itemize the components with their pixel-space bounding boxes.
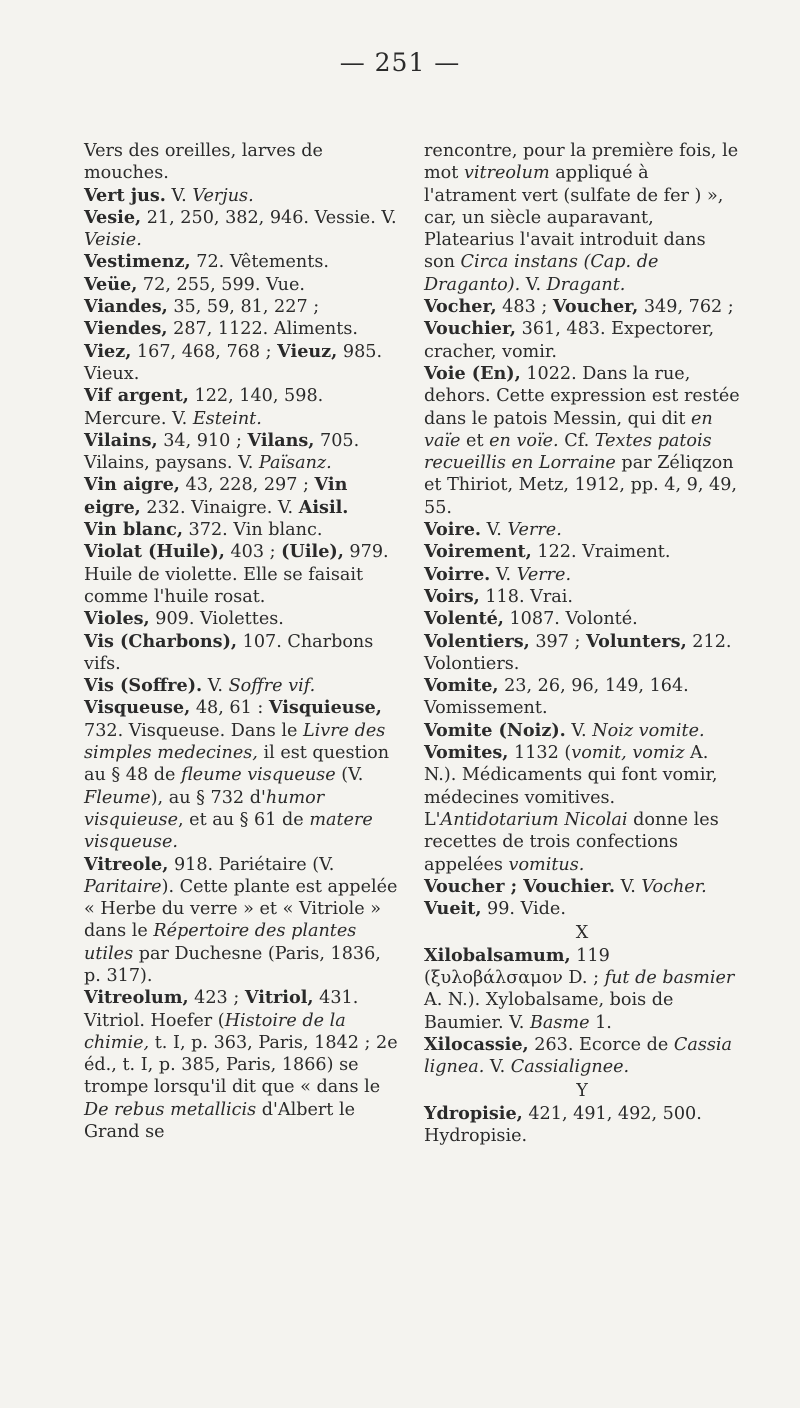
entry-text: V.	[615, 876, 642, 897]
italic-text: Veisie.	[84, 230, 142, 251]
right-column	[424, 140, 740, 1147]
headword: Voire.	[424, 519, 482, 541]
section-letter: X	[575, 923, 589, 944]
glossary-entry	[84, 675, 400, 697]
entry-text: d'Albert le Grand se	[84, 1099, 356, 1143]
glossary-entry	[84, 251, 400, 273]
entry-text: 35, 59, 81, 227 ;	[167, 297, 320, 318]
entry-text: 372. Vin blanc.	[182, 520, 323, 541]
glossary-entry	[84, 697, 400, 853]
headword: Visquieuse,	[268, 697, 382, 719]
headword: Violes,	[84, 608, 150, 630]
entry-text: 122. Vraiment.	[531, 542, 671, 563]
glossary-entry	[84, 296, 400, 341]
entry-text: 918. Pariétaire (V.	[168, 854, 335, 875]
entry-text: 263. Ecorce de	[528, 1034, 674, 1055]
headword: Vestimenz,	[84, 251, 191, 273]
entry-text: 483 ;	[496, 297, 553, 318]
headword: Vin blanc,	[84, 519, 183, 541]
italic-text: Noiz vomite.	[592, 720, 705, 741]
headword: Voirre.	[424, 563, 491, 585]
glossary-entry	[424, 945, 740, 1034]
italic-text: Basme	[529, 1012, 590, 1033]
italic-text: Soffre vif.	[228, 676, 316, 697]
headword: Volunters,	[586, 630, 687, 652]
glossary-entry	[424, 898, 740, 920]
entry-text: 909. Violettes.	[149, 609, 284, 630]
headword: Volentiers,	[424, 630, 530, 652]
left-column	[84, 140, 400, 1143]
entry-text: t. I, p. 363, Paris, 1842 ; 2e éd., t. I, p. 385, Paris, 1866) se trompe lorsqu'il dit que « dans le	[84, 1032, 398, 1098]
headword: Vomites,	[424, 742, 509, 764]
italic-text: Textes patois recueillis en Lorraine	[424, 430, 712, 474]
section-letter: Y	[576, 1081, 588, 1102]
entry-text: ), au § 732 d'	[150, 787, 266, 808]
glossary-entry	[84, 631, 400, 676]
glossary-entry	[424, 541, 740, 563]
headword: Vert jus.	[84, 184, 166, 206]
entry-text: rencontre, pour la première fois, le mot	[424, 141, 739, 184]
headword: Vin eigre,	[84, 474, 348, 518]
entry-text: Vers des oreilles, larves de mouches.	[84, 141, 323, 184]
entry-text: 212. Volontiers.	[424, 631, 732, 674]
headword: Ydropisie,	[424, 1102, 523, 1124]
entry-text: 403 ;	[224, 542, 282, 563]
italic-text: fut de basmier	[604, 967, 735, 988]
italic-text: Circa instans (Cap. de Draganto).	[424, 252, 659, 295]
entry-text: par Duchesne (Paris, 1836, p. 317).	[84, 943, 381, 986]
glossary-entry	[84, 185, 400, 207]
headword: Voirs,	[424, 585, 480, 607]
glossary-entry	[84, 854, 400, 988]
entry-text: 1.	[589, 1012, 612, 1033]
headword: Vieuz,	[277, 340, 338, 362]
entry-text: 287, 1122. Aliments.	[167, 319, 358, 340]
glossary-entry	[424, 1034, 740, 1079]
headword: Vitreole,	[84, 853, 169, 875]
glossary-entry	[424, 363, 740, 519]
entry-text: 732. Visqueuse. Dans le	[84, 720, 303, 741]
headword: Viez,	[84, 340, 132, 362]
entry-text: 705. Vilains, paysans. V.	[84, 430, 360, 474]
italic-text: Cassialignee.	[510, 1057, 630, 1078]
entry-text: Cf.	[558, 430, 595, 451]
entry-text: donne les recettes de trois confections appelées	[424, 809, 719, 875]
entry-text: 23, 26, 96, 149, 164. Vomissement.	[424, 676, 689, 719]
italic-text: fleume visqueuse	[181, 765, 336, 786]
italic-text: matere visqueuse.	[84, 809, 373, 853]
entry-text: 423 ;	[188, 988, 245, 1009]
entry-text: A. N.). Médicaments qui font vomir, médecines vomitives. L'	[424, 743, 718, 830]
entry-text: 349, 762 ;	[638, 297, 734, 318]
entry-text: et	[460, 430, 490, 451]
glossary-entry	[84, 140, 400, 185]
italic-text: Verjus.	[192, 185, 254, 206]
glossary-entry	[84, 385, 400, 430]
italic-text: Histoire de la chimie,	[84, 1010, 346, 1053]
glossary-entry	[424, 675, 740, 720]
glossary-entry	[84, 519, 400, 541]
headword: Vif argent,	[84, 385, 189, 407]
italic-text: vomit, vomiz	[571, 743, 685, 764]
entry-text: 1132 (	[508, 743, 572, 764]
headword: Voie (En),	[424, 362, 521, 384]
glossary-entry	[424, 608, 740, 630]
headword: (Uile),	[281, 541, 344, 563]
italic-text: en voïe.	[489, 430, 559, 451]
glossary-entry	[424, 586, 740, 608]
entry-text: A. N.). Xylobalsame, bois de Baumier. V.	[424, 990, 674, 1033]
glossary-entry	[84, 430, 400, 475]
entry-text: 421, 491, 492, 500. Hydropisie.	[424, 1103, 702, 1147]
glossary-entry	[84, 608, 400, 630]
entry-text: V.	[202, 676, 229, 697]
headword: Viendes,	[84, 318, 168, 340]
headword: Violat (Huile),	[84, 541, 225, 563]
entry-text: 21, 250, 382, 946. Vessie. V.	[141, 207, 397, 228]
headword: Aisil.	[298, 496, 349, 518]
headword: Viandes,	[84, 296, 168, 318]
entry-text: 72. Vêtements.	[190, 252, 329, 273]
headword: Vitreolum,	[84, 987, 189, 1009]
glossary-entry	[84, 207, 400, 252]
entry-text: 979. Huile de violette. Elle se faisait comme l'huile rosat.	[84, 542, 389, 607]
headword: Vin aigre,	[84, 474, 180, 496]
entry-text: 167, 468, 768 ;	[131, 341, 278, 362]
headword: Vueit,	[424, 898, 482, 920]
italic-text: humor visquieuse	[84, 787, 325, 830]
entry-text: 118. Vrai.	[479, 586, 573, 607]
glossary-entry	[84, 274, 400, 296]
entry-text: V.	[484, 1057, 511, 1078]
italic-text: Esteint.	[192, 408, 262, 429]
entry-text: V.	[565, 720, 593, 741]
headword: Vesie,	[84, 206, 142, 228]
headword: Visqueuse,	[84, 697, 191, 719]
headword: Vocher,	[424, 296, 497, 318]
entry-text: appliqué à l'atrament vert (sulfate de fer ) », car, un siècle auparavant, Platearius l'avait introduit dans son	[424, 163, 724, 273]
glossary-entry	[424, 296, 740, 363]
glossary-entry	[424, 742, 740, 876]
entry-text: V.	[490, 564, 517, 585]
entry-text: 122, 140, 598. Mercure. V.	[84, 386, 324, 429]
entry-text: 99. Vide.	[481, 899, 566, 920]
headword: Voirement,	[424, 541, 532, 563]
headword: Vilans,	[247, 429, 315, 451]
italic-text: Verre.	[516, 564, 572, 585]
entry-text: 361, 483. Expectorer, cracher, vomir.	[424, 319, 715, 362]
italic-text: De rebus metallicis	[84, 1099, 257, 1120]
headword: Vitriol,	[244, 987, 314, 1009]
entry-text: 431. Vitriol. Hoefer (	[84, 988, 359, 1031]
headword: Vouchier,	[424, 318, 517, 340]
headword: Vis (Charbons),	[84, 630, 238, 652]
headword: Vomite (Noiz).	[424, 719, 566, 741]
entry-text: 119 (ξυλοβάλσαμον D. ;	[424, 945, 610, 988]
italic-text: vomitus.	[508, 854, 585, 875]
entry-text: 232. Vinaigre. V.	[140, 497, 299, 518]
glossary-entry	[424, 564, 740, 586]
headword: Voucher ; Vouchier.	[424, 875, 615, 897]
glossary-entry	[84, 341, 400, 386]
headword: Vomite,	[424, 675, 499, 697]
headword: Vilains,	[84, 429, 158, 451]
entry-text: V.	[481, 520, 508, 541]
glossary-entry	[84, 541, 400, 608]
entry-text: il est question au § 48 de	[84, 743, 390, 786]
headword: Xilocassie,	[424, 1033, 529, 1055]
headword: Xilobalsamum,	[424, 944, 571, 966]
italic-text: Verre.	[507, 520, 562, 541]
glossary-entry	[424, 720, 740, 742]
italic-text: Répertoire des plantes utiles	[84, 921, 357, 964]
glossary-entry	[424, 140, 740, 296]
headword: Voucher,	[552, 296, 639, 318]
italic-text: Livre des simples medecines,	[84, 720, 386, 764]
glossary-entry	[84, 987, 400, 1143]
italic-text: Fleume	[84, 787, 151, 808]
headword: Veüe,	[84, 273, 138, 295]
entry-text: 1087. Volonté.	[503, 609, 638, 630]
italic-text: Paritaire	[84, 876, 162, 897]
glossary-entry	[424, 631, 740, 676]
glossary-entry	[424, 1103, 740, 1148]
entry-text: V.	[165, 185, 193, 206]
page-number: — 251 —	[339, 48, 461, 77]
entry-text: , et au § 61 de	[178, 809, 310, 830]
entry-text: par Zéliqzon et Thiriot, Metz, 1912, pp. 4, 9, 49, 55.	[424, 453, 738, 518]
entry-text: 397 ;	[529, 631, 587, 652]
italic-text: Païsanz.	[258, 453, 332, 474]
italic-text: Cassia lignea.	[424, 1034, 732, 1078]
entry-text: 107. Charbons vifs.	[84, 631, 374, 674]
entry-text: 72, 255, 599. Vue.	[137, 274, 305, 295]
italic-text: Vocher.	[641, 876, 707, 897]
entry-text: 43, 228, 297 ;	[179, 475, 315, 496]
italic-text: Dragant.	[546, 274, 626, 295]
entry-text: V.	[520, 274, 547, 295]
entry-text: ). Cette plante est appelée « Herbe du verre » et « Vitriole » dans le	[84, 876, 398, 942]
glossary-entry	[84, 474, 400, 519]
entry-text: 985. Vieux.	[84, 341, 383, 384]
entry-text: 1022. Dans la rue, dehors. Cette expression est restée dans le patois Messin, qui dit	[424, 363, 740, 429]
glossary-entry	[424, 876, 740, 898]
entry-text: 48, 61 :	[190, 698, 269, 719]
glossary-entry	[424, 519, 740, 541]
italic-text: Antidotarium Nicolai	[440, 809, 628, 830]
entry-text: 34, 910 ;	[157, 430, 248, 451]
entry-text: (V.	[335, 765, 364, 786]
headword: Vis (Soffre).	[84, 675, 203, 697]
headword: Volenté,	[424, 608, 504, 630]
italic-text: vitreolum	[463, 163, 550, 184]
italic-text: en vaïe	[424, 408, 713, 451]
